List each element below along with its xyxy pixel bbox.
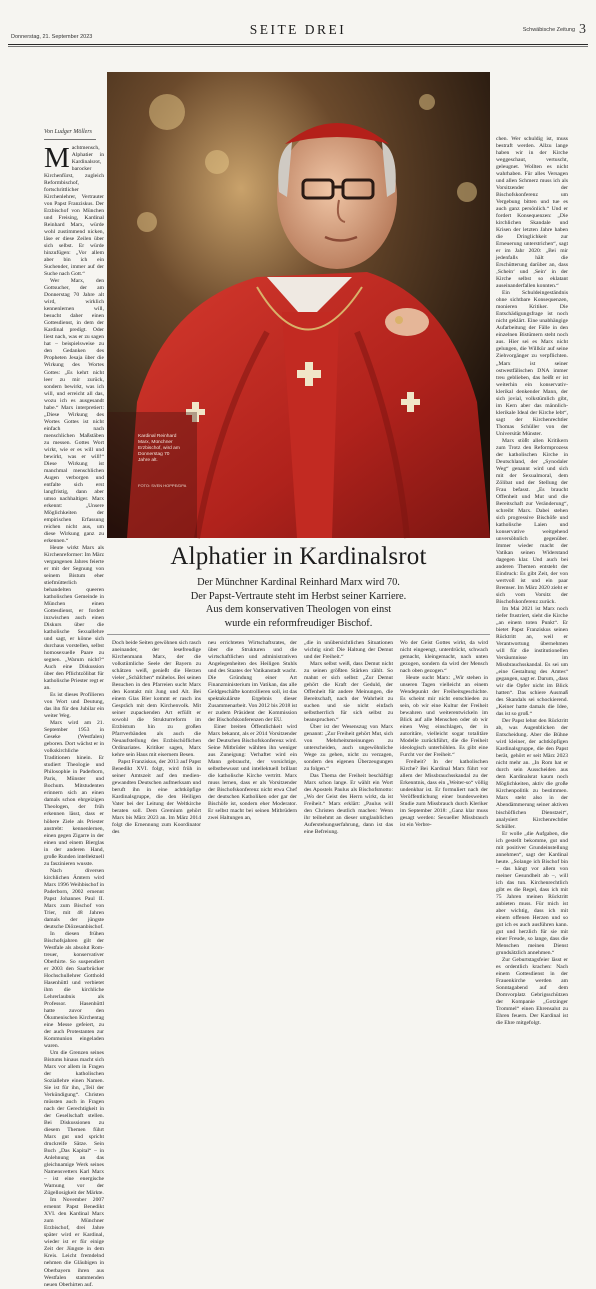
paragraph: Wer Marx, den Gottsucher, der am Donnerstag 70 Jahre alt wird, wirklich kennenlernen will, besucht daher einen Gottesdienst, in dem der Kardinal predigt. Oder liest nach, was er zu sagen hat – beispielsweise zu den Gedanken des Propheten Jesaja über die Wirkung des Wortes Gottes: „Es kehrt nicht leer zu mir zurück, sondern bewirkt, was ich will, und erreicht all das, wozu ich es ausgesandt habe.“ Marx interpretiert: „Diese Wirkung des Wortes Gottes ist nicht einfach nach menschlichen Maßstäben zu messen. Gottes Wort wirkt, wie er es will und bewirkt, was er will!“ Diese Wirkung ist manchmal menschlichen Augen verborgen und entfalte sich erst langfristig, dann aber umso nachhaltiger. Marx erkennt: „Unsere Möglichkeiten der empirischen Erfassung reichen nicht aus, um diese Wirkung ganz zu erkennen.“	[44, 278, 104, 544]
cardinal-portrait-photo	[107, 72, 490, 538]
paragraph: Wo der Geist Gottes wirkt, da wird nicht eingeengt, unterdrückt, schwach gemacht, kleingemacht, nach unten gezogen, sondern da wird der Mensch nach oben gezogen.“	[400, 640, 488, 675]
article-column-6	[496, 136, 568, 1026]
paragraph: Im November 2007 ernennt Papst Benedikt XVI. den Kardinal Marx zum Münchner Erzbischof, drei Jahre später wird er Kardinal, wieder ist er für einige Zeit der Jüngste in dem Kreis. Leicht fremdelnd nehmen die Gläubigen in Oberbayern ihren aus Westfalen stammenden neuen Oberhirten auf.	[44, 1197, 104, 1288]
subhead-line: Der Papst-Vertraute steht im Herbst seiner Karriere.	[190, 590, 407, 602]
article-headline: Alphatier in Kardinalsrot	[170, 543, 427, 570]
paragraph: In diesen frühen Bischofsjahren gilt der Westfale als absolut Rom-treuer, konservativer Oberhirte. So suspendiert er 2003 den Saarbrücker Hochschullehrer Gotthold Hasenhüttl und verbietet ihm die kirchliche Lehrerlaubnis als Professor. Hasenhüttl hatte zuvor den Ökumenischen Kirchentag eine Messe gefeiert, zu der auch Protestanten zur Kommunion eingeladen waren.	[44, 930, 104, 1049]
byline: Von Ludger Möllers	[44, 129, 92, 135]
paragraph: Freiheit? In der katholischen Kirche? Bei Kardinal Marx führt vor allem der Missbrauchsskandal zu der Erkenntnis, dass ein „Weiter-so“ völlig undenkbar ist. Er formuliert nach der Veröffentlichung einer bundesweiten Studie zum Missbrauch durch Kleriker im September 2018: „Ganz klar muss gesagt werden: Sexueller Missbrauch ist ein Verbre-	[400, 759, 488, 829]
headline-rule	[107, 634, 490, 635]
paragraph: chen. Wer schuldig ist, muss bestraft werden. Allzu lange haben wir in der Kirche weggeschaut, vertuscht, geleugnet. Wollten es nicht wahrhaben. Für alles Versagen und allen Schmerz muss ich als Vorsitzender der Bischofskonferenz um Vergebung bitten und tue es auch ganz persönlich.“ Und er fordert Konsequenzen: „Die kirchlichen Skandale und Krisen der letzten Jahre haben die Dringlichkeit zur Erneuerung unterstrichen“, sagt er im Jahr 2020: „Bei mir jedenfalls hält die Erschütterung darüber an, dass ‚Schein‘ und ‚Sein‘ in der Kirche selbst so eklatant auseinanderfallen konnten.“	[496, 136, 568, 290]
article-column-5	[400, 640, 488, 866]
paper-name	[523, 22, 586, 38]
paper-title: Schwäbische Zeitung	[522, 27, 575, 33]
article-column-2	[112, 640, 201, 866]
paragraph: Ein Schuldeingeständnis ohne sichtbare Konsequenzen, monieren Kritiker. Die Entschädigungsfrage ist noch nicht geklärt. Eine unabhängige Aufarbeitung der Fälle in den einzelnen Bistümern steht noch aus. Hier sei es Marx nicht gelungen, die Willkür auf seine Ziehvorgänger zu verpflichten. „Marx ist seiner ostwestfälischen DNA immer treu geblieben, das heißt er ist weiterhin ein konservativ-klerikal denkender Mann, der sich jovial, volkstümlich gibt, im Kern aber das männlich-klerikale Ideal der Kirche lebt“, sagt der Kirchenrechtler Thomas Schüller von der Universität Münster.	[496, 290, 568, 437]
page-header	[0, 0, 596, 46]
page-number: 3	[579, 22, 586, 37]
header-rule-thin	[8, 46, 588, 47]
photo-caption: Kardinal Reinhard Marx, Münchner Erzbischof, wird am Donnerstag 70 Jahre alt.	[138, 434, 180, 463]
article-lead-paragraph	[44, 142, 104, 278]
lead-text: achtmensch, Alphatier in Kardinalsrot, barocker Kirchenfürst, zugleich Reformbischof, fortschrittlicher Kirchenlehrer, Vertrauter von Papst Franziskus. Der Erzbischof von München und Freising, Kardinal Reinhard Marx, würde wohl zustimmend nicken, läse er diese Zeilen über sich selbst. Er würde hinzufügen: „Vor allem aber bin ich ein Suchender, immer auf der Suche nach Gott.“	[44, 145, 104, 278]
drop-cap: M	[44, 142, 70, 174]
paragraph: Über ist der Wesenszug von Marx genannt: „Zur Freiheit gehört Mut, sich von Mehrheitsmeinungen zu unterscheiden, auch ungewöhnliche Wege zu gehen, nicht zu verzagen, sondern den eigenen Überzeugungen zu folgen.“	[304, 724, 393, 773]
article-column-3	[208, 640, 297, 866]
photo-credit: FOTO: SVEN HOPPE/DPA	[138, 483, 187, 488]
paragraph: Er wolle „die Aufgaben, die ich gestellt bekomme, gut und mit positiver Grundeinstellung annehmen“, sagt der Kardinal heute. „Solange ich Bischof bin – das hängt vor allem von meiner Gesundheit ab –, will ich das tun. Kirchenrechtlich gibt es die Regel, dass ich mit 75 Jahren meinen Rücktritt anbieten muss. Für mich ist aber wichtig, dass ich mit einem offenen Herzen und so gut ich es auch ausführen kann. gut und herzlich für sie mit einer Freude, so lange, dass die Menschen meinen Dienst grundsätzlich annehmen.“	[496, 830, 568, 956]
paragraph: Heute wirkt Marx als Kirchenreformer: Im März vergangenen Jahres feierte er mit der Segnung von seinem Bistum eher stiefmütterlich behandelten queeren katholischen Gemeinde in München einen Gottesdienst, er fordert inzwischen auch einen Diskurs über die katholische Sexuallehre und sagt, er könne sich durchaus vorstellen, selbst homosexuelle Paare zu segnen. „Warum nicht?“ Auch eine Diskussion über den Pflichtzölibat für katholische Priester regt er an.	[44, 544, 104, 692]
header-rule	[8, 44, 588, 45]
paragraph: Marx selbst weiß, dass Demut nicht zu seinen größten Stärken zählt. So mahnt er sich selbst: „Zur Demut gehört die Kraft der Geduld, der Offenheit für andere Meinungen, die Bereitschaft, nach der Wahrheit zu suchen und sie nicht einfach selbstherrlich für sich selbst zu beanspruchen.“	[304, 661, 393, 724]
paragraph: Marx stößt allen Kritikern zum Trotz den Reformprozess der katholischen Kirche in Deutschland, der „Synodaler Weg“ genannt wird und sich mit der Sexualmoral, dem Zölibat und der Stellung der Frau befasst. „Es braucht Offenheit und Mut und die Bereitschaft zur Veränderung“, schreibt Marx. Dabei stehen sich progressive Bischöfe und katholische Laien und konservative weitgehend unversöhnlich gegenüber. Immer wieder macht der Vatikan seinen Widerstand dagegen klar. Und auch bei anderen Themen entsteht der Eindruck: Es gibt Zeit, der von wertvoll ist und ein paar Bremser. Im März 2020 zieht er sich vom Vorsitz der Bischofskonferenz zurück.	[496, 437, 568, 606]
paragraph: neu errichteten Wirtschaftsrates, der über die Strukturen und die wirtschaftlichen und administrativen Angelegenheiten des Heiligen Stuhls und des Staates der Vatikanstadt wacht. Die Gründung einer Art Finanzministerium im Vatikan, das alle Geldgeschäfte kontrollieren soll, ist das spektakulärste Ergebnis dieser Zusammenarbeit. Von 2012 bis 2018 ist er zudem Präsident der Kommission der Bischofskonferenzen der EU.	[208, 640, 297, 724]
paragraph: Um die Grenzen seines Bistums hinaus macht sich Marx vor allem in Fragen der katholischen Soziallehre einen Namen. Sie ist für ihn, „Teil der Verkündigung“. Christen müssten auch in Fragen nach der Gerechtigkeit in der Gesellschaft stellen. Bei Diskussionen zu diesem Themen führt Marx gut und spricht druckreife Sätze. Sein Buch „Das Kapital“ – in Anlehnung an das gleichnamige Werk seines Namensvetters Karl Marx – ist eine energische Warnung vor der Zügellosigkeit der Märkte.	[44, 1050, 104, 1197]
paragraph: Einer breiten Öffentlichkeit wird Marx bekannt, als er 2014 Vorsitzender der Deutschen Bischofskonferenz wird. Seine Mitbrüder wählten ihn weniger aus Zuneigung: Verhaftet wird ein Mann gebraucht, der vorsichtige, selbstbewusst und intellektuell brillant die katholische Kirche vertritt. Marx muss lernen, dass er als Vorsitzender der Bischofskonferenz nicht etwa Chef der deutschen Katholiken oder gar der Bischöfe ist, sondern eher Moderator. Er selbst macht bei seinen Mitbrüdern zwei Haltungen an,	[208, 724, 297, 822]
portrait-illustration	[107, 72, 490, 538]
article-column-4	[304, 640, 393, 866]
subhead-line: wurde ein reformfreudiger Bischof.	[224, 617, 373, 629]
issue-date: Donnerstag, 21. September 2023	[11, 34, 93, 40]
paragraph: Nach diversen kirchlichen Ämtern wird Marx 1996 Weihbischof in Paderborn, 2002 ernennt Papst Johannes Paul II. Marx zum Bischof von Trier, mit 48 Jahren damals der jüngste deutsche Diözesanbischof.	[44, 867, 104, 930]
article-subheadline	[107, 576, 490, 630]
paragraph: Doch beide Seiten gewöhnen sich rasch aneinander, der lesefreudige Kirchenmann Marx, der die volkstümliche Seele der Bayern zu schätzen weiß, genießt die Herzen vieler „Schäfchen“ mühelos. Bei seinen Besuchen in den Pfarreien sucht Marx den Kontakt mit Jung und Alt. Bei einem Glas Bier kommt er rasch ins Gespräch mit dem Kirchenvolk. Mit seiner zupackenden Art erfüllt er sowohl die Strukturreform im Erzbistum hin zu großen Pfarrverbänden als auch die Neuaufstellung des Erzbischöflichen Ordinariates. Kritiker sagen, Marx kehre sein Haus mit eisernem Besen.	[112, 640, 202, 759]
subhead-line: Aus dem konservativen Theologen von einst	[205, 604, 392, 615]
paragraph: Der Papst lehnt den Rücktritt ab, was Augenblicken der Entscheidung. Aber die Bühne wird kleiner, der achtköpfigen Kardinalsgruppe, die den Papst berät, gehört er seit März 2023 nicht mehr an. „In Rom hat er durch sein Ausscheiden aus dem Kardinalsrat kaum noch Möglichkeiten, aktiv die große Kirchenpolitik zu bestimmen. Marx steht also in der Abendämmerung seiner aktiven bischöflichen Dienstzeit“, analysiert Kirchenrechtler Schüller.	[496, 718, 568, 830]
section-title: SEITE DREI	[249, 22, 347, 37]
article-column-1	[44, 142, 104, 1288]
byline-rule	[44, 139, 96, 140]
paragraph: Das Thema der Freiheit beschäftigt Marx schon lange. Er wählt ein Wort des Apostels Paulus als Bischofsmotto: „Wo der Geist des Herrn wirkt, da ist Freiheit.“ Marx erklärt: „Paulus will den Christen deutlich machen: Wenn ihr teilnehmt an dieser umglaublichen Auferstehungserfahrung, dann ist das eine Befreiung.	[304, 773, 393, 836]
paragraph: „die in unübersichtlichen Situationen wichtig sind: Die Haltung der Demut und der Freiheit.“	[304, 640, 393, 661]
paragraph: Heute sucht Marx: „Wir stehen in unseren Tagen vielleicht an einem Wendepunkt der Freiheitsgeschichte. Es scheint mir nicht entschieden zu sein, ob wir eine Kultur der Freiheit bewahren und weiterentwickeln im Blick auf alle Menschen oder ob wir einen Weg einschlagen, der in autoritäre, vielleicht sogar totalitäre Modelle zurückführt, die die Freiheit ideologisch unterhöhlen. Es gibt eine Furcht vor der Freiheit.“	[400, 675, 488, 759]
paragraph: Es ist dieses Profilieren von Wort und Deutung, das ihn für den Jubilar ein weiter Weg.	[44, 692, 104, 720]
paragraph: Papst Franziskus, der 2013 auf Papst Benedikt XVI. folgt, wird früh in seiner Amtszeit auf den medien-gewandten Deutschen aufmerksam und beruft ihn in eine achtköpfige Kardinalsgruppe, die den Heiligen Vater bei der Leitung der Weltkirche beraten soll. Dem Gremium gehört Marx bis März 2023 an. Im März 2014 folgt die Ernennung zum Koordinator des	[112, 759, 201, 836]
paragraph: Marx wird am 21. September 1953 in Geseke (Westfalen) geboren. Dort wächst er in volkskirchliche Traditionen hinein. Er studiert Theologie und Philosophie in Paderborn, Paris, Münster und Bochum. Mitstudenten erinnern sich an einen damals schon ehrgeizigen Theologen, der früh erkennen lässt, dass er höhere Ziele als Priester anstrebt: kennenlernen, einen gegen Zigarre in der einen und einem Bierglas in der anderen Hand, große Runden intellektuell zu faszinieren wusste.	[44, 720, 104, 867]
subhead-line: Der Münchner Kardinal Reinhard Marx wird 70.	[197, 577, 400, 588]
paragraph: Zur Geburtstagsfeier lässt er es ordentlich krachen: Nach einem Gottesdienst in der Frauenkirche werden am Sonntagabend auf dem Domvorplatz Gebrigsschützen der Kompanie „Gotzinger Trommel“ einen Ehrensalut zu Ehren feuern. Der Kardinal ist die Ehre mitgefolgt.	[496, 956, 568, 1026]
paragraph: Im Mai 2021 ist Marx noch tiefer frustriert, sieht die Kirche „an einem toten Punkt“. Er bietet Papst Franziskus seinen Rücktritt an, weil er Verantwortung übernehmen will für die institutionellen Versäumnisse im Missbrauchsskandal. Es sei um „eine Gestaltung des Amtes“ gegangen, sagt er. Darum, „dass wir die Opfer nicht im Blick hatten“. Das schiere Ausmaß des Skandals sei schockierend. „Keiner hatte damals die Idee, das ist so groß.“	[496, 606, 568, 718]
